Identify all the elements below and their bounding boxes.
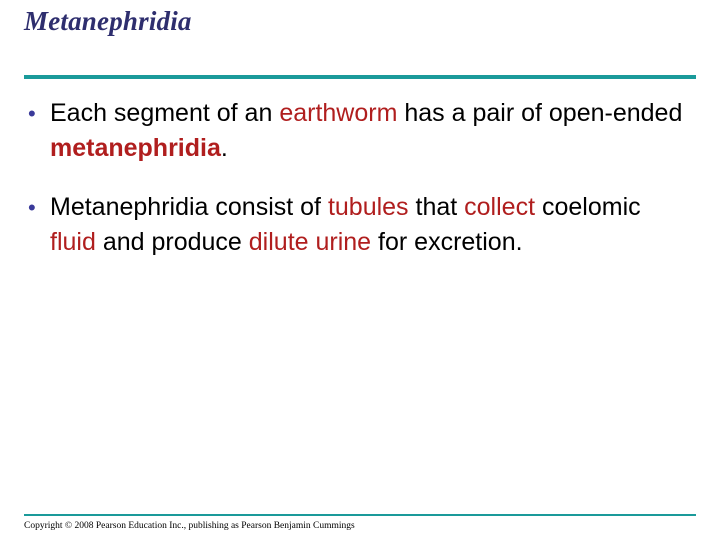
text-segment: coelomic	[535, 193, 641, 221]
highlight-earthworm: earthworm	[279, 99, 398, 127]
text-segment: Each segment of an	[50, 99, 280, 127]
footer-divider	[24, 514, 696, 516]
highlight-dilute-urine: dilute urine	[248, 228, 372, 256]
text-segment: has a pair of open-ended	[397, 99, 683, 127]
text-segment: Metanephridia consist of	[50, 193, 328, 221]
highlight-collect: collect	[464, 193, 536, 221]
slide-title: Metanephridia	[24, 6, 192, 36]
highlight-tubules: tubules	[327, 193, 409, 221]
highlight-fluid: fluid	[50, 228, 96, 256]
text-segment: and produce	[95, 228, 249, 256]
copyright-footer: Copyright © 2008 Pearson Education Inc., publishing as Pearson Benjamin Cummings	[24, 521, 355, 531]
text-segment: for excretion.	[371, 228, 523, 256]
highlight-metanephridia: metanephridia	[50, 134, 221, 162]
title-divider	[24, 75, 696, 79]
bullet-item-2	[28, 190, 688, 260]
bullet-list	[28, 96, 688, 284]
bullet-text	[50, 99, 682, 162]
text-segment: that	[408, 193, 465, 221]
text-segment: .	[220, 134, 228, 162]
bullet-item-1	[28, 96, 688, 166]
bullet-dot-icon: •	[28, 101, 36, 126]
bullet-text	[50, 193, 641, 256]
bullet-dot-icon: •	[28, 195, 36, 220]
